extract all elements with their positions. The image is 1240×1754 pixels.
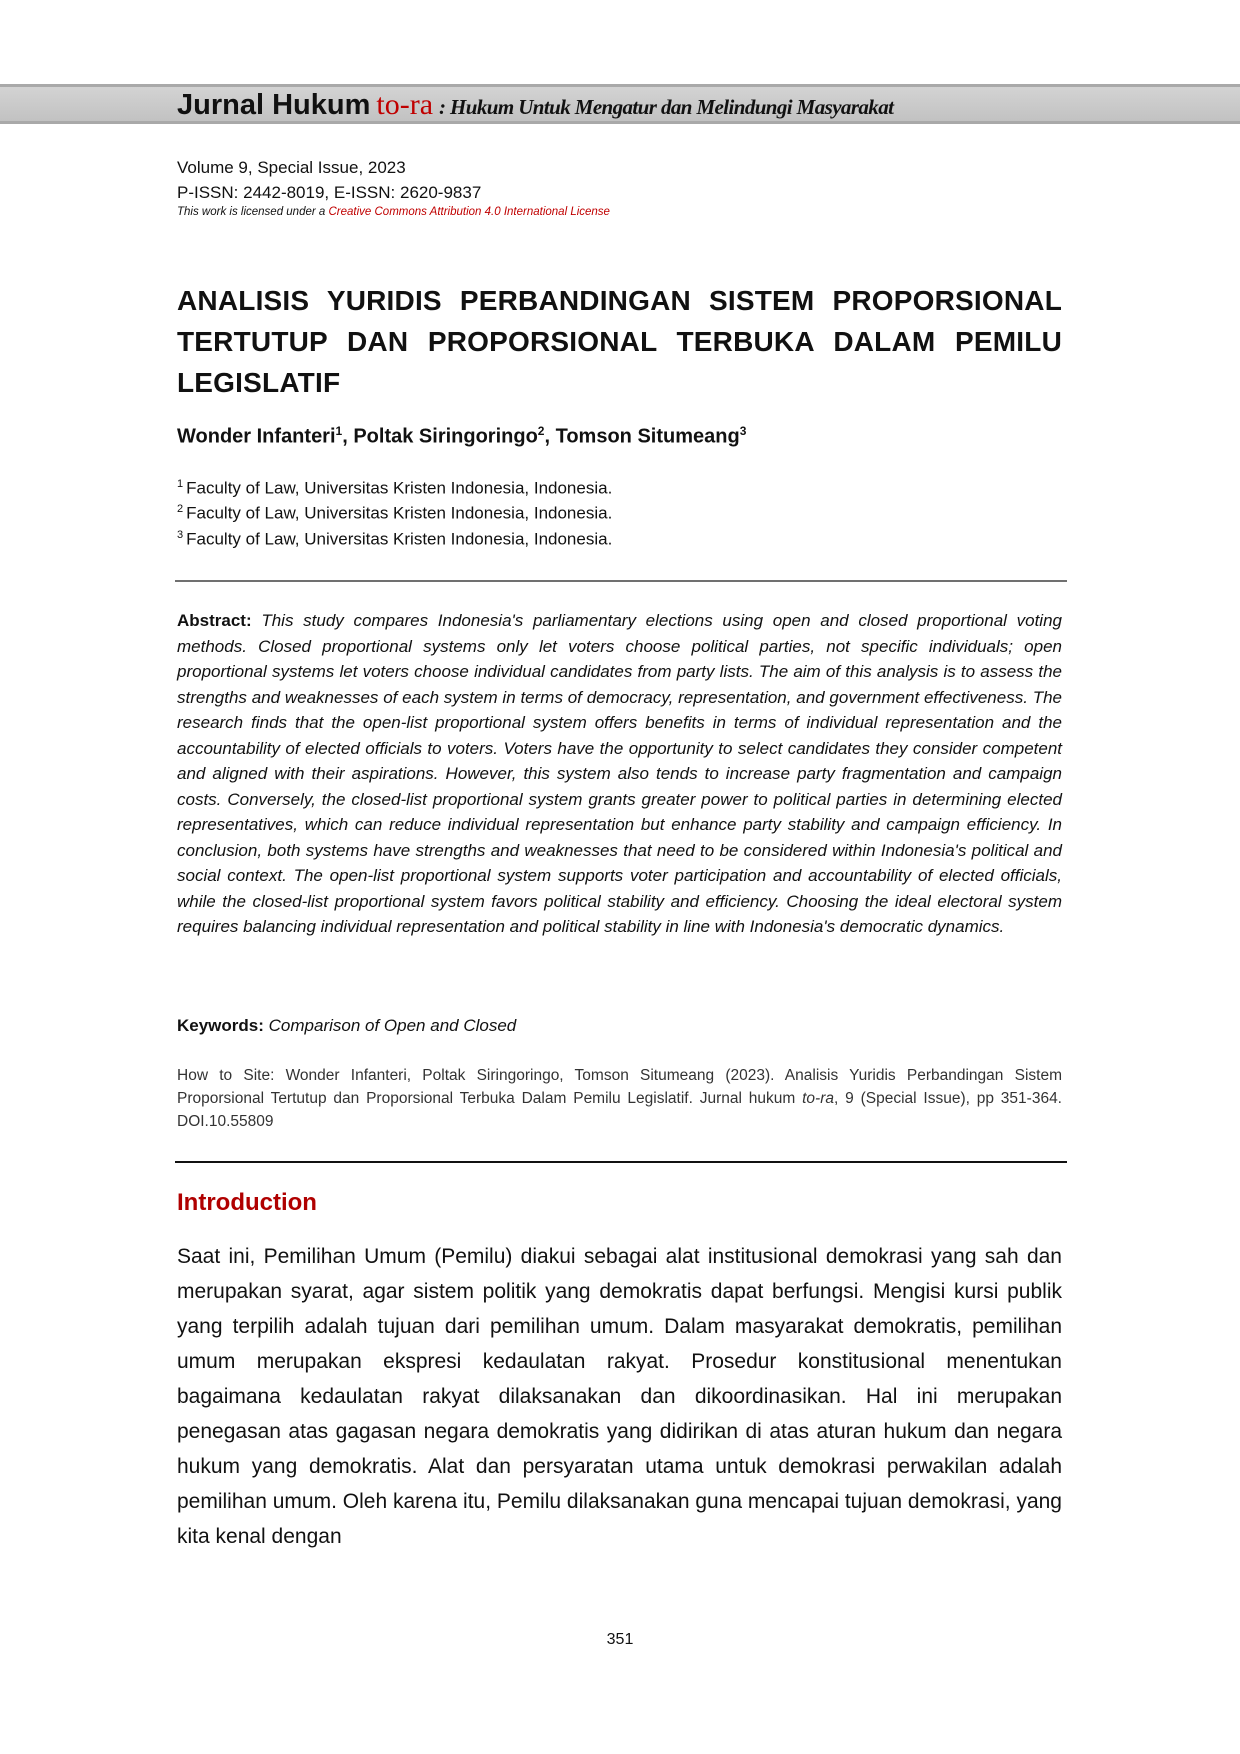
author-name: Tomson Situmeang bbox=[555, 425, 740, 448]
journal-header bbox=[177, 88, 893, 127]
journal-name: Jurnal Hukum bbox=[177, 89, 371, 121]
abstract bbox=[177, 608, 1062, 940]
affiliation-sup: 2 bbox=[177, 503, 184, 515]
introduction-paragraph: Saat ini, Pemilihan Umum (Pemilu) diakui sebagai alat institusional demokrasi yang sah dan merupakan syarat, agar sistem politik yang demokratis dapat berfungsi. Mengisi kursi publik yang terpilih adalah tujuan dari pemilihan umum. Dalam masyarakat demokratis, pemilihan umum merupakan ekspresi kedaulatan rakyat. Prosedur konstitusional menentukan bagaimana kedaulatan rakyat dilaksanakan dan dikoordinasikan. Hal ini merupakan penegasan atas gagasan negara demokratis yang didirikan di atas aturan hukum dan negara hukum yang demokratis. Alat dan persyaratan utama untuk demokrasi perwakilan adalah pemilihan umum. Oleh karena itu, Pemilu dilaksanakan guna mencapai tujuan demokrasi, yang kita kenal dengan bbox=[177, 1245, 1062, 1548]
author-sep: , bbox=[342, 425, 354, 448]
affiliation-text: Faculty of Law, Universitas Kristen Indonesia, Indonesia. bbox=[186, 529, 613, 549]
author-sup: 2 bbox=[537, 424, 545, 438]
author-name: Wonder Infanteri bbox=[177, 425, 336, 448]
journal-tagline: : Hukum Untuk Mengatur dan Melindungi Masyarakat bbox=[439, 95, 894, 119]
affiliation-text: Faculty of Law, Universitas Kristen Indonesia, Indonesia. bbox=[186, 503, 613, 523]
citation-text-end: , 9 (Special Issue), pp 351-364. DOI.10.55809 bbox=[177, 1090, 1062, 1130]
keywords-text: Comparison of Open and Closed bbox=[268, 1016, 517, 1035]
keywords bbox=[177, 1016, 516, 1036]
abstract-text: This study compares Indonesia's parliamentary elections using open and closed proportional voting methods. Closed proportional systems only let voters choose political parties, not specific individuals; open proportional systems let voters choose individual candidates from party lists. The aim of this analysis is to assess the strengths and weaknesses of each system in terms of democracy, representation, and government effectiveness. The research finds that the open-list proportional system offers benefits in terms of individual representation and the accountability of elected officials to voters. Voters have the opportunity to select candidates they consider competent and aligned with their aspirations. However, this system also tends to increase party fragmentation and campaign costs. Conversely, the closed-list proportional system grants greater power to political parties in determining elected representatives, which can reduce individual representation but enhance party stability and campaign efficiency. In conclusion, both systems have strengths and weaknesses that need to be considered within Indonesia's political and social context. The open-list proportional system supports voter participation and accountability of elected officials, while the closed-list proportional system favors political stability and efficiency. Choosing the ideal electoral system requires balancing individual representation and political stability in line with Indonesia's democratic dynamics. bbox=[177, 611, 1062, 936]
affiliation bbox=[177, 478, 612, 499]
author-sup: 3 bbox=[739, 424, 747, 438]
section-heading-introduction: Introduction bbox=[177, 1189, 317, 1216]
license-link[interactable]: Creative Commons Attribution 4.0 International License bbox=[328, 206, 610, 218]
author-list bbox=[177, 424, 746, 449]
affiliation-sup: 1 bbox=[177, 478, 184, 490]
divider bbox=[175, 580, 1067, 582]
abstract-label: Abstract: bbox=[177, 611, 252, 630]
affiliation bbox=[177, 529, 612, 550]
issn-info: P-ISSN: 2442-8019, E-ISSN: 2620-9837 bbox=[177, 183, 482, 202]
author-name: Poltak Siringoringo bbox=[353, 425, 538, 448]
license-notice bbox=[177, 206, 610, 218]
paper-title: ANALISIS YURIDIS PERBANDINGAN SISTEM PROPORSIONAL TERTUTUP DAN PROPORSIONAL TERBUKA DALAM PEMILU LEGISLATIF bbox=[177, 285, 1062, 398]
author-sep: , bbox=[544, 425, 556, 448]
affiliation-text: Faculty of Law, Universitas Kristen Indonesia, Indonesia. bbox=[186, 478, 613, 498]
affiliation bbox=[177, 503, 612, 524]
author-sup: 1 bbox=[335, 424, 343, 438]
citation-text: How to Site: Wonder Infanteri, Poltak Siringoringo, Tomson Situmeang (2023). Analisis Yuridis Perbandingan Sistem Proporsional Tertutup dan Proporsional Terbuka Dalam Pemilu Legislatif. Jurnal hukum bbox=[177, 1067, 1062, 1107]
citation bbox=[177, 1064, 1062, 1133]
affiliation-sup: 3 bbox=[177, 529, 184, 541]
license-prefix: This work is licensed under a bbox=[177, 206, 329, 218]
keywords-label: Keywords: bbox=[177, 1016, 264, 1035]
citation-journal: to-ra bbox=[802, 1090, 834, 1107]
journal-accent: to-ra bbox=[376, 88, 434, 121]
volume-info: Volume 9, Special Issue, 2023 bbox=[177, 158, 406, 177]
divider bbox=[175, 1161, 1067, 1163]
page-number: 351 bbox=[606, 1631, 634, 1648]
